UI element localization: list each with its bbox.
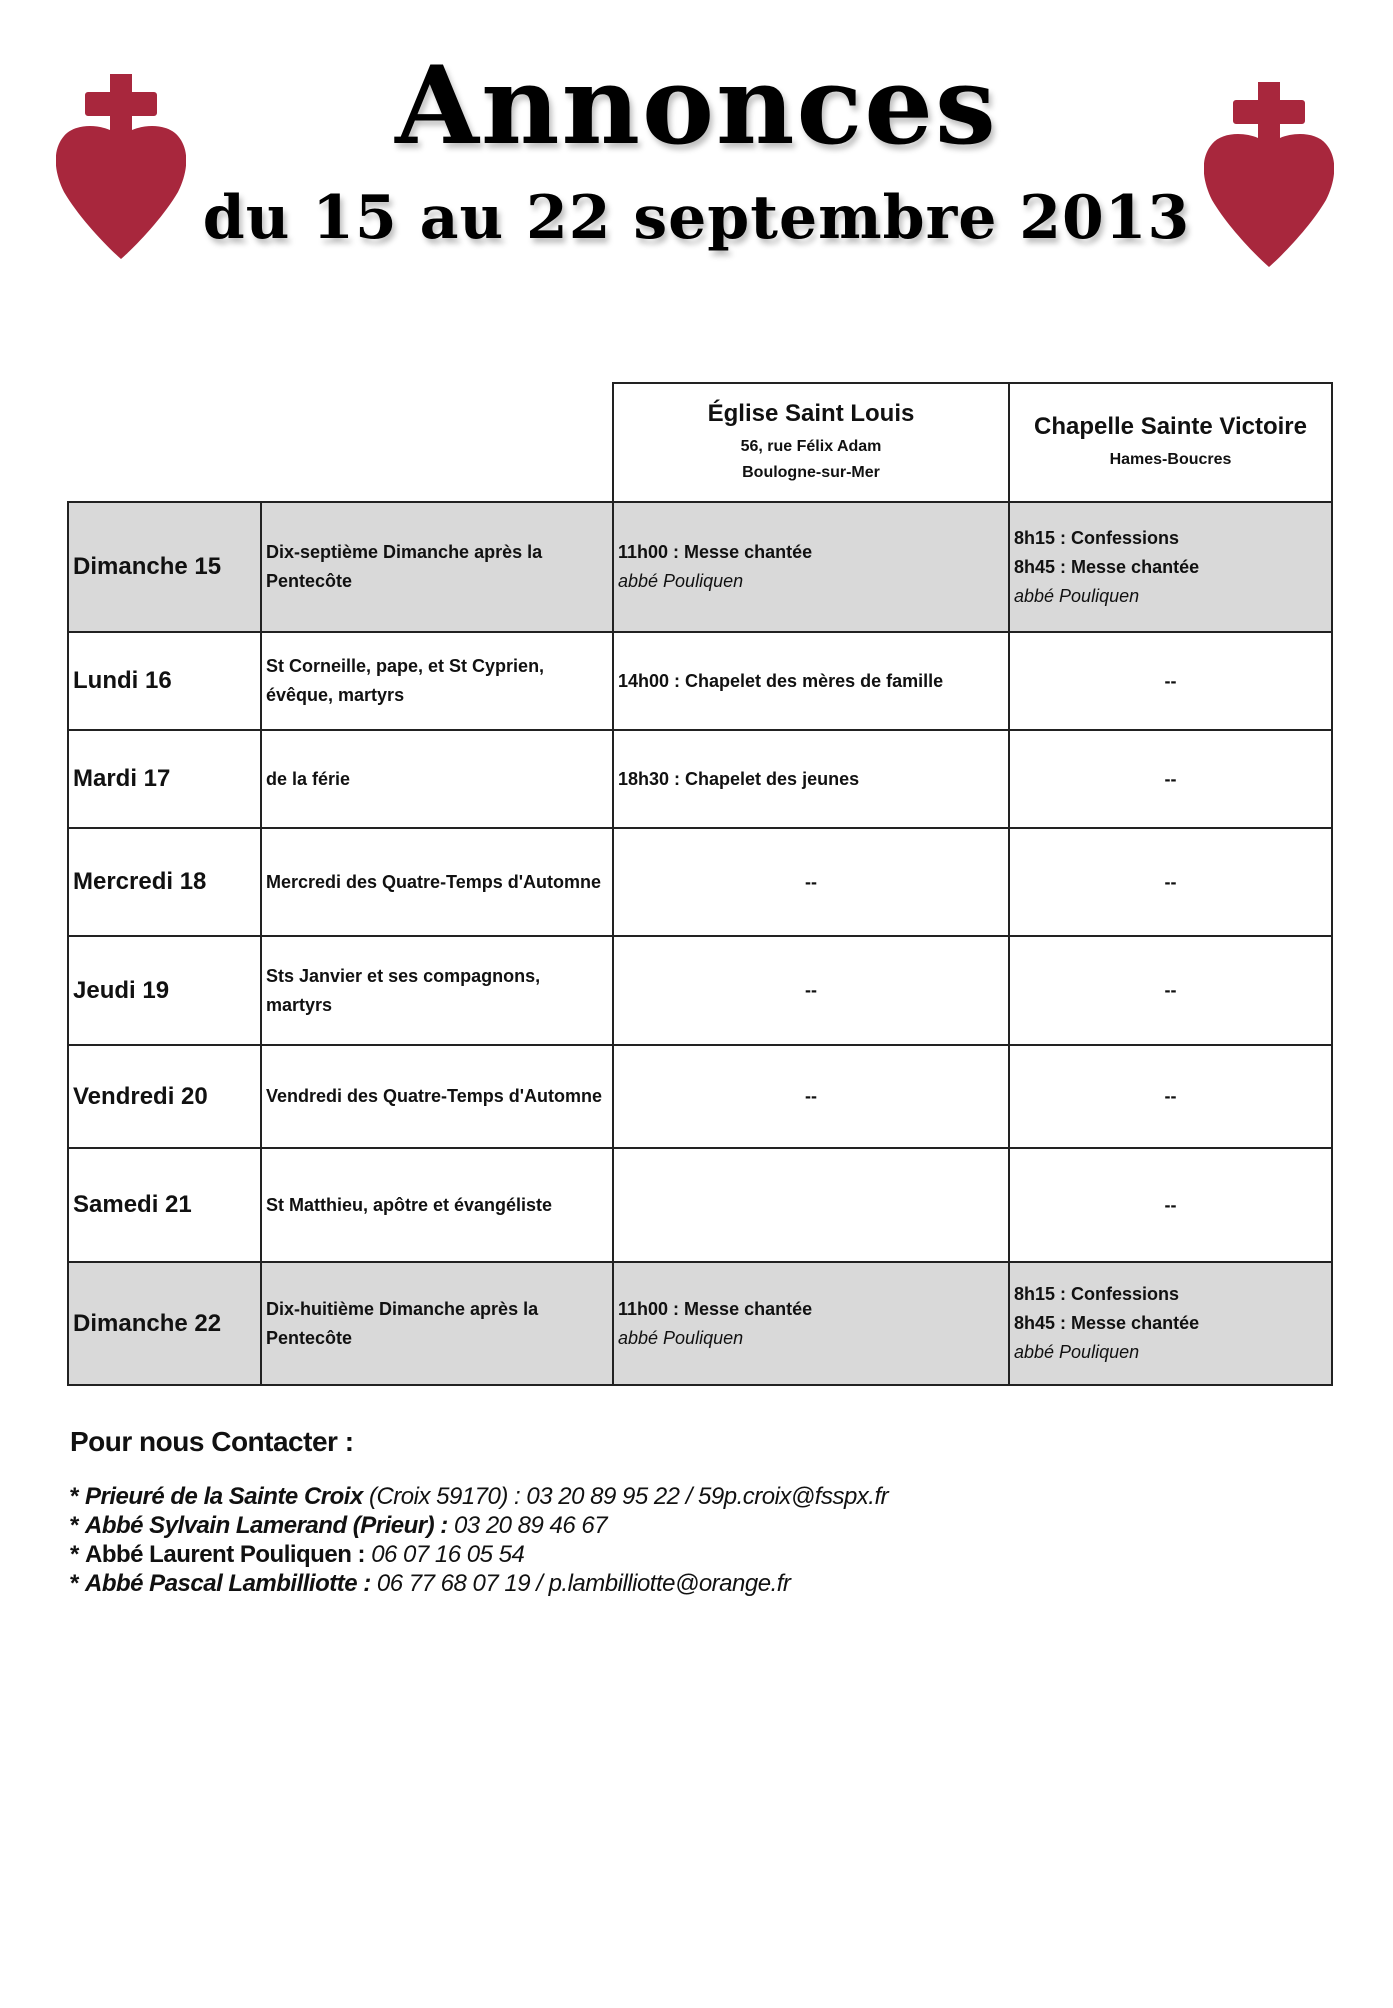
saint-louis-cell: -- <box>613 828 1009 936</box>
celebrant: abbé Pouliquen <box>1014 1342 1140 1362</box>
feast-cell: Dix-septième Dimanche après la Pentecôte <box>261 502 613 632</box>
contact-name: Abbé Sylvain Lamerand (Prieur) : <box>85 1512 448 1539</box>
table-row <box>68 1148 1332 1262</box>
table-row <box>68 828 1332 936</box>
saint-louis-cell <box>613 1148 1009 1262</box>
contact-section <box>70 1426 888 1598</box>
day-cell: Mardi 17 <box>68 730 261 828</box>
table-row <box>68 632 1332 730</box>
date-range-subtitle: du 15 au 22 septembre 2013 <box>202 183 1191 253</box>
contact-location: (Croix 59170) : <box>368 1483 527 1510</box>
celebrant: abbé Pouliquen <box>618 571 744 591</box>
feast-cell: de la férie <box>261 730 613 828</box>
church-location: Hames-Boucres <box>1109 450 1232 468</box>
contact-name: Abbé Laurent Pouliquen : <box>85 1541 366 1568</box>
contact-detail[interactable]: 06 07 16 05 54 <box>371 1541 525 1568</box>
table-row <box>68 1045 1332 1148</box>
contact-name: Prieuré de la Sainte Croix <box>85 1483 363 1510</box>
saint-louis-cell <box>613 730 1009 828</box>
contact-entry <box>70 1540 888 1569</box>
bullet: * <box>70 1512 79 1539</box>
service-line: 18h30 : Chapelet des jeunes <box>618 768 860 789</box>
feast-cell: Mercredi des Quatre-Temps d'Automne <box>261 828 613 936</box>
bullet: * <box>70 1483 79 1510</box>
table-row <box>68 1262 1332 1385</box>
church-name: Église Saint Louis <box>707 399 915 427</box>
header-spacer <box>68 383 613 502</box>
church-address: 56, rue Félix Adam <box>740 437 882 455</box>
service-line: 11h00 : Messe chantée <box>618 542 813 562</box>
saint-louis-cell: -- <box>613 936 1009 1045</box>
celebrant: abbé Pouliquen <box>1014 585 1140 606</box>
table-row <box>68 730 1332 828</box>
service-line: 14h00 : Chapelet des mères de famille <box>618 670 944 691</box>
day-cell: Mercredi 18 <box>68 828 261 936</box>
contact-detail[interactable]: 03 20 89 46 67 <box>453 1512 608 1539</box>
table-row <box>68 936 1332 1045</box>
table-row <box>68 502 1332 632</box>
contact-entry <box>70 1482 888 1511</box>
feast-cell: Vendredi des Quatre-Temps d'Automne <box>261 1045 613 1148</box>
service-line: 11h00 : Messe chantée <box>618 1298 813 1319</box>
contact-name: Abbé Pascal Lambilliotte : <box>85 1570 371 1597</box>
saint-louis-cell <box>613 632 1009 730</box>
column-header-chapelle-sainte-victoire <box>1009 383 1332 502</box>
saint-louis-cell <box>613 502 1009 632</box>
day-cell: Vendredi 20 <box>68 1045 261 1148</box>
table-header-row <box>68 383 1332 502</box>
celebrant: abbé Pouliquen <box>618 1327 744 1348</box>
bullet: * <box>70 1541 79 1568</box>
service-line: 8h15 : Confessions <box>1014 527 1180 548</box>
service-line: 8h45 : Messe chantée <box>1014 556 1200 577</box>
sainte-victoire-cell: -- <box>1009 730 1332 828</box>
day-cell: Dimanche 22 <box>68 1262 261 1385</box>
feast-cell: St Corneille, pape, et St Cyprien, évêque, martyrs <box>261 632 613 730</box>
sainte-victoire-cell: -- <box>1009 828 1332 936</box>
contact-detail[interactable]: 03 20 89 95 22 / 59p.croix@fsspx.fr <box>526 1483 889 1510</box>
sainte-victoire-cell: -- <box>1009 936 1332 1045</box>
service-line: 8h45 : Messe chantée <box>1014 1313 1200 1333</box>
service-line: 8h15 : Confessions <box>1014 1284 1180 1304</box>
sainte-victoire-cell <box>1009 1262 1332 1385</box>
bullet: * <box>70 1570 79 1597</box>
contact-entry <box>70 1569 888 1598</box>
page-title: Annonces <box>395 43 998 169</box>
sainte-victoire-cell: -- <box>1009 632 1332 730</box>
church-name: Chapelle Sainte Victoire <box>1034 412 1307 440</box>
contact-heading: Pour nous Contacter : <box>70 1426 354 1457</box>
feast-cell: Dix-huitième Dimanche après la Pentecôte <box>261 1262 613 1385</box>
day-cell: Dimanche 15 <box>68 502 261 632</box>
day-cell: Jeudi 19 <box>68 936 261 1045</box>
weekly-schedule-table <box>67 382 1333 1386</box>
church-city: Boulogne-sur-Mer <box>742 463 880 481</box>
column-header-eglise-saint-louis <box>613 383 1009 502</box>
feast-cell: St Matthieu, apôtre et évangéliste <box>261 1148 613 1262</box>
sainte-victoire-cell: -- <box>1009 1148 1332 1262</box>
contact-entry <box>70 1511 888 1540</box>
sainte-victoire-cell <box>1009 502 1332 632</box>
contact-detail[interactable]: 06 77 68 07 19 / p.lambilliotte@orange.fr <box>376 1570 791 1597</box>
sainte-victoire-cell: -- <box>1009 1045 1332 1148</box>
saint-louis-cell: -- <box>613 1045 1009 1148</box>
day-cell: Samedi 21 <box>68 1148 261 1262</box>
feast-cell: Sts Janvier et ses compagnons, martyrs <box>261 936 613 1045</box>
saint-louis-cell <box>613 1262 1009 1385</box>
day-cell: Lundi 16 <box>68 632 261 730</box>
